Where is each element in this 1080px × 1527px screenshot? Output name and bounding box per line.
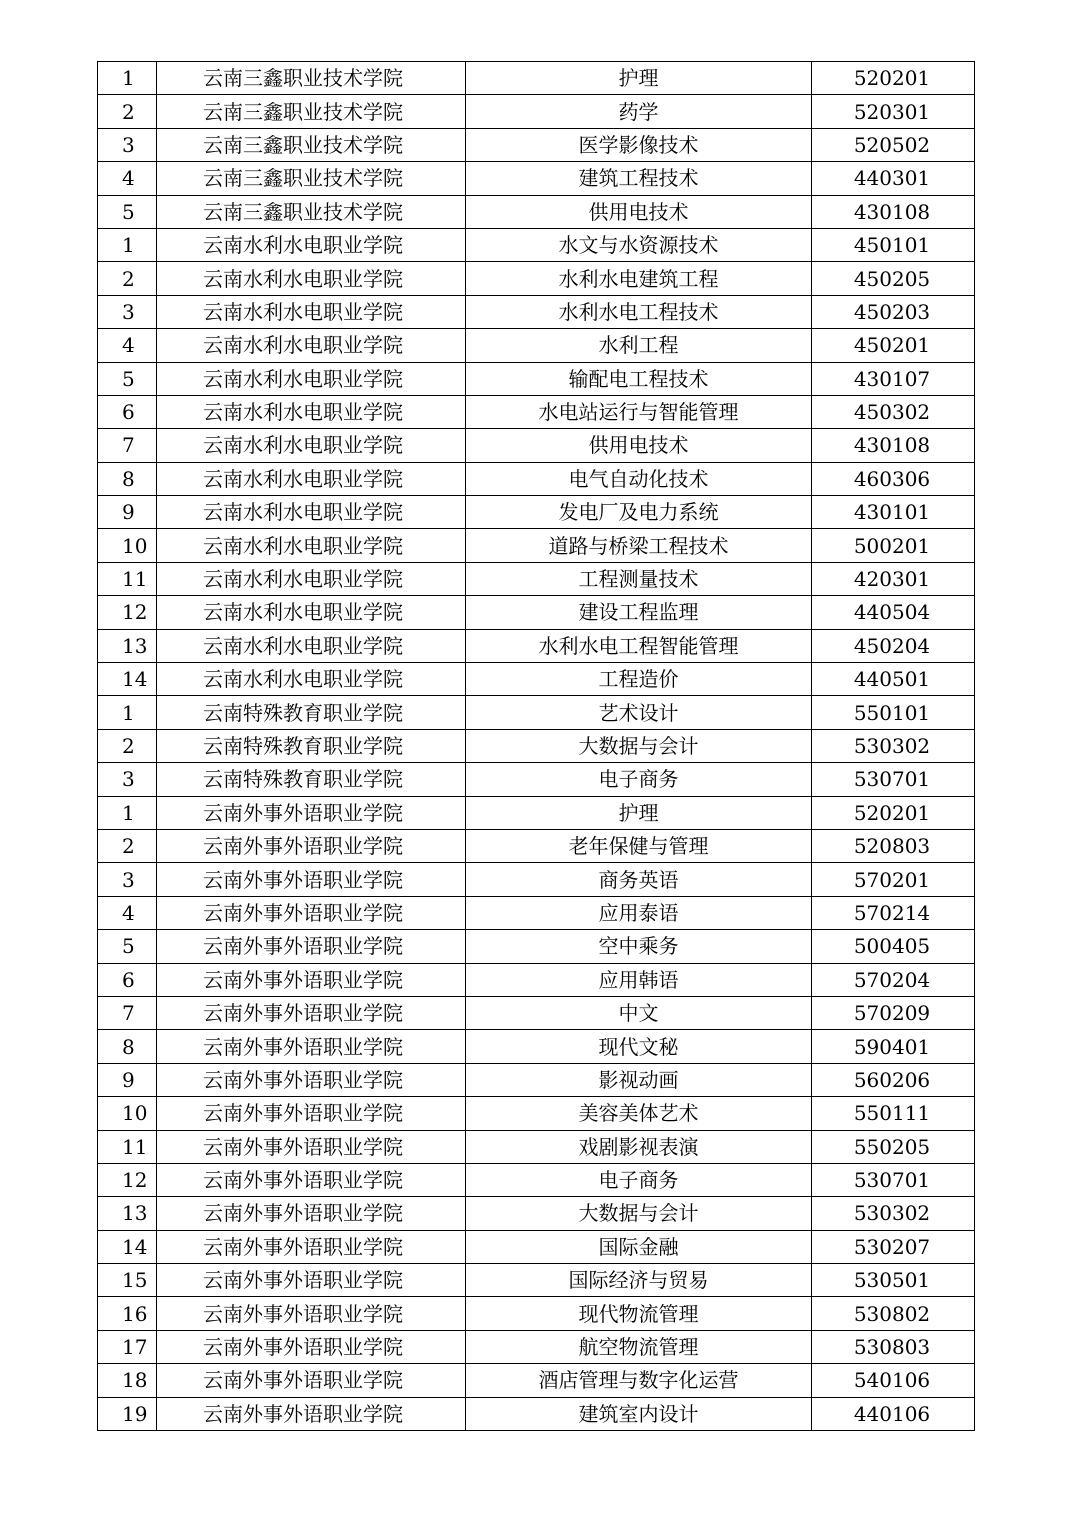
table-row [98, 1297, 975, 1330]
school-name: 云南水利水电职业学院 [157, 529, 466, 562]
row-number: 10 [98, 1097, 157, 1130]
table-row [98, 629, 975, 662]
table-row [98, 395, 975, 428]
row-number: 1 [98, 696, 157, 729]
majors-table-body [98, 62, 975, 1431]
school-name: 云南三鑫职业技术学院 [157, 95, 466, 128]
major-code: 570209 [812, 996, 975, 1029]
major-name: 输配电工程技术 [466, 362, 812, 395]
table-row [98, 429, 975, 462]
table-row [98, 696, 975, 729]
school-name: 云南外事外语职业学院 [157, 963, 466, 996]
row-number: 2 [98, 95, 157, 128]
school-name: 云南外事外语职业学院 [157, 996, 466, 1029]
school-name: 云南特殊教育职业学院 [157, 729, 466, 762]
table-row [98, 1197, 975, 1230]
table-row [98, 763, 975, 796]
row-number: 5 [98, 930, 157, 963]
row-number: 9 [98, 1063, 157, 1096]
table-row [98, 930, 975, 963]
major-code: 430108 [812, 195, 975, 228]
major-name: 影视动画 [466, 1063, 812, 1096]
major-code: 520502 [812, 128, 975, 161]
school-name: 云南外事外语职业学院 [157, 1030, 466, 1063]
school-name: 云南外事外语职业学院 [157, 1097, 466, 1130]
school-name: 云南水利水电职业学院 [157, 295, 466, 328]
table-row [98, 1063, 975, 1096]
major-name: 应用韩语 [466, 963, 812, 996]
major-code: 440501 [812, 663, 975, 696]
major-code: 530802 [812, 1297, 975, 1330]
major-code: 530701 [812, 763, 975, 796]
row-number: 13 [98, 629, 157, 662]
row-number: 6 [98, 395, 157, 428]
major-code: 550205 [812, 1130, 975, 1163]
school-name: 云南水利水电职业学院 [157, 663, 466, 696]
major-name: 老年保健与管理 [466, 829, 812, 862]
major-name: 发电厂及电力系统 [466, 496, 812, 529]
major-name: 水利水电工程技术 [466, 295, 812, 328]
row-number: 2 [98, 729, 157, 762]
school-name: 云南外事外语职业学院 [157, 1163, 466, 1196]
row-number: 1 [98, 228, 157, 261]
row-number: 12 [98, 596, 157, 629]
major-name: 水利水电工程智能管理 [466, 629, 812, 662]
table-row [98, 295, 975, 328]
table-row [98, 62, 975, 95]
major-code: 440106 [812, 1397, 975, 1430]
major-name: 电气自动化技术 [466, 462, 812, 495]
major-name: 药学 [466, 95, 812, 128]
major-name: 水利水电建筑工程 [466, 262, 812, 295]
major-code: 530302 [812, 729, 975, 762]
table-row [98, 529, 975, 562]
major-code: 450101 [812, 228, 975, 261]
school-name: 云南三鑫职业技术学院 [157, 195, 466, 228]
major-name: 电子商务 [466, 763, 812, 796]
major-name: 供用电技术 [466, 195, 812, 228]
row-number: 3 [98, 863, 157, 896]
table-row [98, 562, 975, 595]
major-name: 酒店管理与数字化运营 [466, 1364, 812, 1397]
major-code: 570214 [812, 896, 975, 929]
school-name: 云南三鑫职业技术学院 [157, 128, 466, 161]
major-code: 530501 [812, 1264, 975, 1297]
school-name: 云南外事外语职业学院 [157, 796, 466, 829]
school-name: 云南外事外语职业学院 [157, 930, 466, 963]
major-code: 430108 [812, 429, 975, 462]
major-code: 430101 [812, 496, 975, 529]
majors-table [97, 61, 975, 1431]
table-row [98, 829, 975, 862]
major-code: 500201 [812, 529, 975, 562]
major-name: 建筑工程技术 [466, 162, 812, 195]
major-code: 420301 [812, 562, 975, 595]
row-number: 6 [98, 963, 157, 996]
school-name: 云南水利水电职业学院 [157, 462, 466, 495]
table-row [98, 596, 975, 629]
row-number: 3 [98, 128, 157, 161]
major-name: 中文 [466, 996, 812, 1029]
school-name: 云南外事外语职业学院 [157, 1130, 466, 1163]
major-name: 道路与桥梁工程技术 [466, 529, 812, 562]
row-number: 16 [98, 1297, 157, 1330]
major-name: 水文与水资源技术 [466, 228, 812, 261]
major-code: 440504 [812, 596, 975, 629]
table-row [98, 1364, 975, 1397]
school-name: 云南外事外语职业学院 [157, 1264, 466, 1297]
table-row [98, 863, 975, 896]
table-row [98, 195, 975, 228]
row-number: 7 [98, 429, 157, 462]
row-number: 3 [98, 295, 157, 328]
table-row [98, 1097, 975, 1130]
table-row [98, 128, 975, 161]
row-number: 12 [98, 1163, 157, 1196]
major-code: 450201 [812, 329, 975, 362]
school-name: 云南水利水电职业学院 [157, 262, 466, 295]
row-number: 2 [98, 829, 157, 862]
major-name: 现代物流管理 [466, 1297, 812, 1330]
table-row [98, 1230, 975, 1263]
row-number: 8 [98, 1030, 157, 1063]
school-name: 云南外事外语职业学院 [157, 1063, 466, 1096]
major-name: 商务英语 [466, 863, 812, 896]
school-name: 云南三鑫职业技术学院 [157, 162, 466, 195]
row-number: 14 [98, 1230, 157, 1263]
row-number: 14 [98, 663, 157, 696]
table-row [98, 1330, 975, 1363]
school-name: 云南外事外语职业学院 [157, 863, 466, 896]
table-row [98, 1163, 975, 1196]
major-name: 建设工程监理 [466, 596, 812, 629]
table-row [98, 729, 975, 762]
school-name: 云南外事外语职业学院 [157, 1330, 466, 1363]
school-name: 云南外事外语职业学院 [157, 1230, 466, 1263]
table-row [98, 228, 975, 261]
major-code: 590401 [812, 1030, 975, 1063]
major-code: 520301 [812, 95, 975, 128]
school-name: 云南外事外语职业学院 [157, 1397, 466, 1430]
row-number: 5 [98, 362, 157, 395]
row-number: 2 [98, 262, 157, 295]
major-code: 530701 [812, 1163, 975, 1196]
major-name: 工程测量技术 [466, 562, 812, 595]
major-code: 520201 [812, 796, 975, 829]
table-row [98, 162, 975, 195]
major-code: 450205 [812, 262, 975, 295]
table-row [98, 1030, 975, 1063]
major-code: 520803 [812, 829, 975, 862]
row-number: 9 [98, 496, 157, 529]
table-row [98, 496, 975, 529]
school-name: 云南外事外语职业学院 [157, 1364, 466, 1397]
school-name: 云南外事外语职业学院 [157, 896, 466, 929]
major-name: 大数据与会计 [466, 729, 812, 762]
major-code: 450302 [812, 395, 975, 428]
major-code: 430107 [812, 362, 975, 395]
major-code: 550101 [812, 696, 975, 729]
table-row [98, 996, 975, 1029]
table-row [98, 1397, 975, 1430]
major-code: 500405 [812, 930, 975, 963]
major-code: 440301 [812, 162, 975, 195]
row-number: 4 [98, 162, 157, 195]
major-name: 大数据与会计 [466, 1197, 812, 1230]
table-row [98, 963, 975, 996]
school-name: 云南水利水电职业学院 [157, 329, 466, 362]
row-number: 17 [98, 1330, 157, 1363]
table-row [98, 1264, 975, 1297]
major-name: 水电站运行与智能管理 [466, 395, 812, 428]
table-row [98, 896, 975, 929]
table-row [98, 462, 975, 495]
row-number: 18 [98, 1364, 157, 1397]
school-name: 云南特殊教育职业学院 [157, 763, 466, 796]
school-name: 云南水利水电职业学院 [157, 629, 466, 662]
table-row [98, 663, 975, 696]
school-name: 云南水利水电职业学院 [157, 228, 466, 261]
table-row [98, 1130, 975, 1163]
major-name: 现代文秘 [466, 1030, 812, 1063]
major-name: 航空物流管理 [466, 1330, 812, 1363]
major-code: 530803 [812, 1330, 975, 1363]
school-name: 云南外事外语职业学院 [157, 1297, 466, 1330]
major-code: 550111 [812, 1097, 975, 1130]
major-name: 空中乘务 [466, 930, 812, 963]
major-name: 戏剧影视表演 [466, 1130, 812, 1163]
major-name: 美容美体艺术 [466, 1097, 812, 1130]
major-name: 国际经济与贸易 [466, 1264, 812, 1297]
major-name: 工程造价 [466, 663, 812, 696]
school-name: 云南水利水电职业学院 [157, 496, 466, 529]
row-number: 15 [98, 1264, 157, 1297]
major-name: 水利工程 [466, 329, 812, 362]
row-number: 4 [98, 329, 157, 362]
school-name: 云南水利水电职业学院 [157, 362, 466, 395]
major-code: 530302 [812, 1197, 975, 1230]
school-name: 云南外事外语职业学院 [157, 1197, 466, 1230]
table-row [98, 95, 975, 128]
major-name: 建筑室内设计 [466, 1397, 812, 1430]
major-name: 护理 [466, 62, 812, 95]
table-row [98, 796, 975, 829]
major-code: 460306 [812, 462, 975, 495]
row-number: 1 [98, 62, 157, 95]
major-name: 护理 [466, 796, 812, 829]
major-code: 450203 [812, 295, 975, 328]
major-code: 560206 [812, 1063, 975, 1096]
row-number: 11 [98, 1130, 157, 1163]
school-name: 云南水利水电职业学院 [157, 429, 466, 462]
major-code: 540106 [812, 1364, 975, 1397]
major-code: 530207 [812, 1230, 975, 1263]
school-name: 云南外事外语职业学院 [157, 829, 466, 862]
row-number: 10 [98, 529, 157, 562]
row-number: 19 [98, 1397, 157, 1430]
major-code: 570204 [812, 963, 975, 996]
row-number: 4 [98, 896, 157, 929]
major-code: 450204 [812, 629, 975, 662]
row-number: 5 [98, 195, 157, 228]
school-name: 云南三鑫职业技术学院 [157, 62, 466, 95]
row-number: 13 [98, 1197, 157, 1230]
school-name: 云南特殊教育职业学院 [157, 696, 466, 729]
table-row [98, 262, 975, 295]
major-name: 艺术设计 [466, 696, 812, 729]
school-name: 云南水利水电职业学院 [157, 395, 466, 428]
table-row [98, 362, 975, 395]
major-name: 电子商务 [466, 1163, 812, 1196]
major-name: 供用电技术 [466, 429, 812, 462]
major-name: 医学影像技术 [466, 128, 812, 161]
school-name: 云南水利水电职业学院 [157, 562, 466, 595]
row-number: 11 [98, 562, 157, 595]
major-name: 应用泰语 [466, 896, 812, 929]
major-code: 520201 [812, 62, 975, 95]
table-row [98, 329, 975, 362]
row-number: 8 [98, 462, 157, 495]
major-name: 国际金融 [466, 1230, 812, 1263]
row-number: 3 [98, 763, 157, 796]
row-number: 1 [98, 796, 157, 829]
row-number: 7 [98, 996, 157, 1029]
school-name: 云南水利水电职业学院 [157, 596, 466, 629]
major-code: 570201 [812, 863, 975, 896]
